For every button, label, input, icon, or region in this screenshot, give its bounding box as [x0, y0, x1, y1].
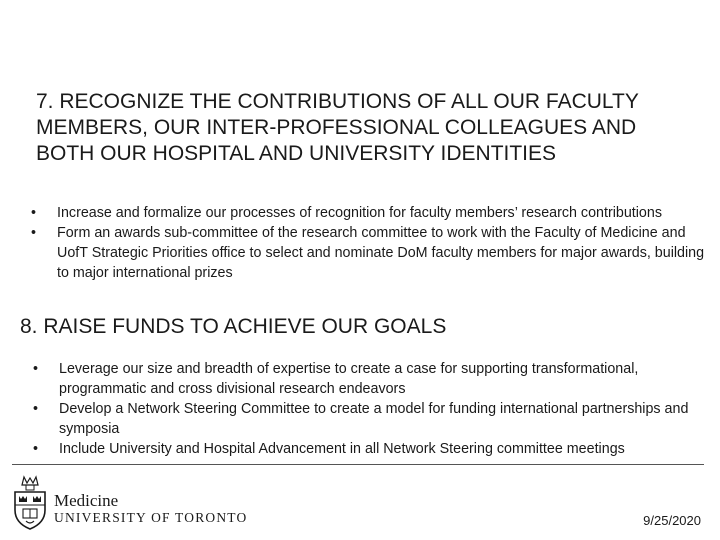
section-8-bullet-list — [30, 359, 710, 459]
bullet-text: Include University and Hospital Advancement in all Network Steering committee meetings — [59, 441, 625, 457]
list-item — [30, 399, 710, 439]
footer-divider — [12, 464, 704, 465]
university-logo — [12, 475, 262, 533]
logo-university-text: UNIVERSITY OF TORONTO — [54, 510, 248, 525]
list-item — [30, 359, 710, 399]
bullet-text: Develop a Network Steering Committee to create a model for funding international partnerships and symposia — [59, 401, 689, 437]
bullet-text: Form an awards sub-committee of the research committee to work with the Faculty of Medicine and UofT Strategic Priorities office to select and nominate DoM faculty members for major awards, building to major international prizes — [57, 225, 705, 281]
list-item — [30, 439, 710, 459]
logo-medicine-text: Medicine — [54, 491, 119, 510]
bullet-marker: • — [31, 205, 37, 221]
section-8-heading: 8. RAISE FUNDS TO ACHIEVE OUR GOALS — [20, 315, 447, 338]
section-7-heading: 7. RECOGNIZE THE CONTRIBUTIONS OF ALL OUR FACULTY MEMBERS, OUR INTER-PROFESSIONAL COLLEAGUES AND BOTH OUR HOSPITAL AND UNIVERSITY IDENTITIES — [36, 90, 639, 165]
university-crest-icon — [12, 475, 48, 531]
bullet-marker: • — [33, 441, 39, 457]
list-item — [28, 203, 708, 223]
list-item — [28, 223, 708, 283]
bullet-marker: • — [33, 361, 39, 377]
section-7-bullet-list — [28, 203, 708, 283]
bullet-marker: • — [31, 225, 37, 241]
bullet-text: Leverage our size and breadth of expertise to create a case for supporting transformational, programmatic and cross divisional research endeavors — [59, 361, 639, 397]
bullet-marker: • — [33, 401, 39, 417]
bullet-text: Increase and formalize our processes of recognition for faculty members’ research contributions — [57, 205, 662, 221]
slide-date: 9/25/2020 — [643, 513, 701, 528]
